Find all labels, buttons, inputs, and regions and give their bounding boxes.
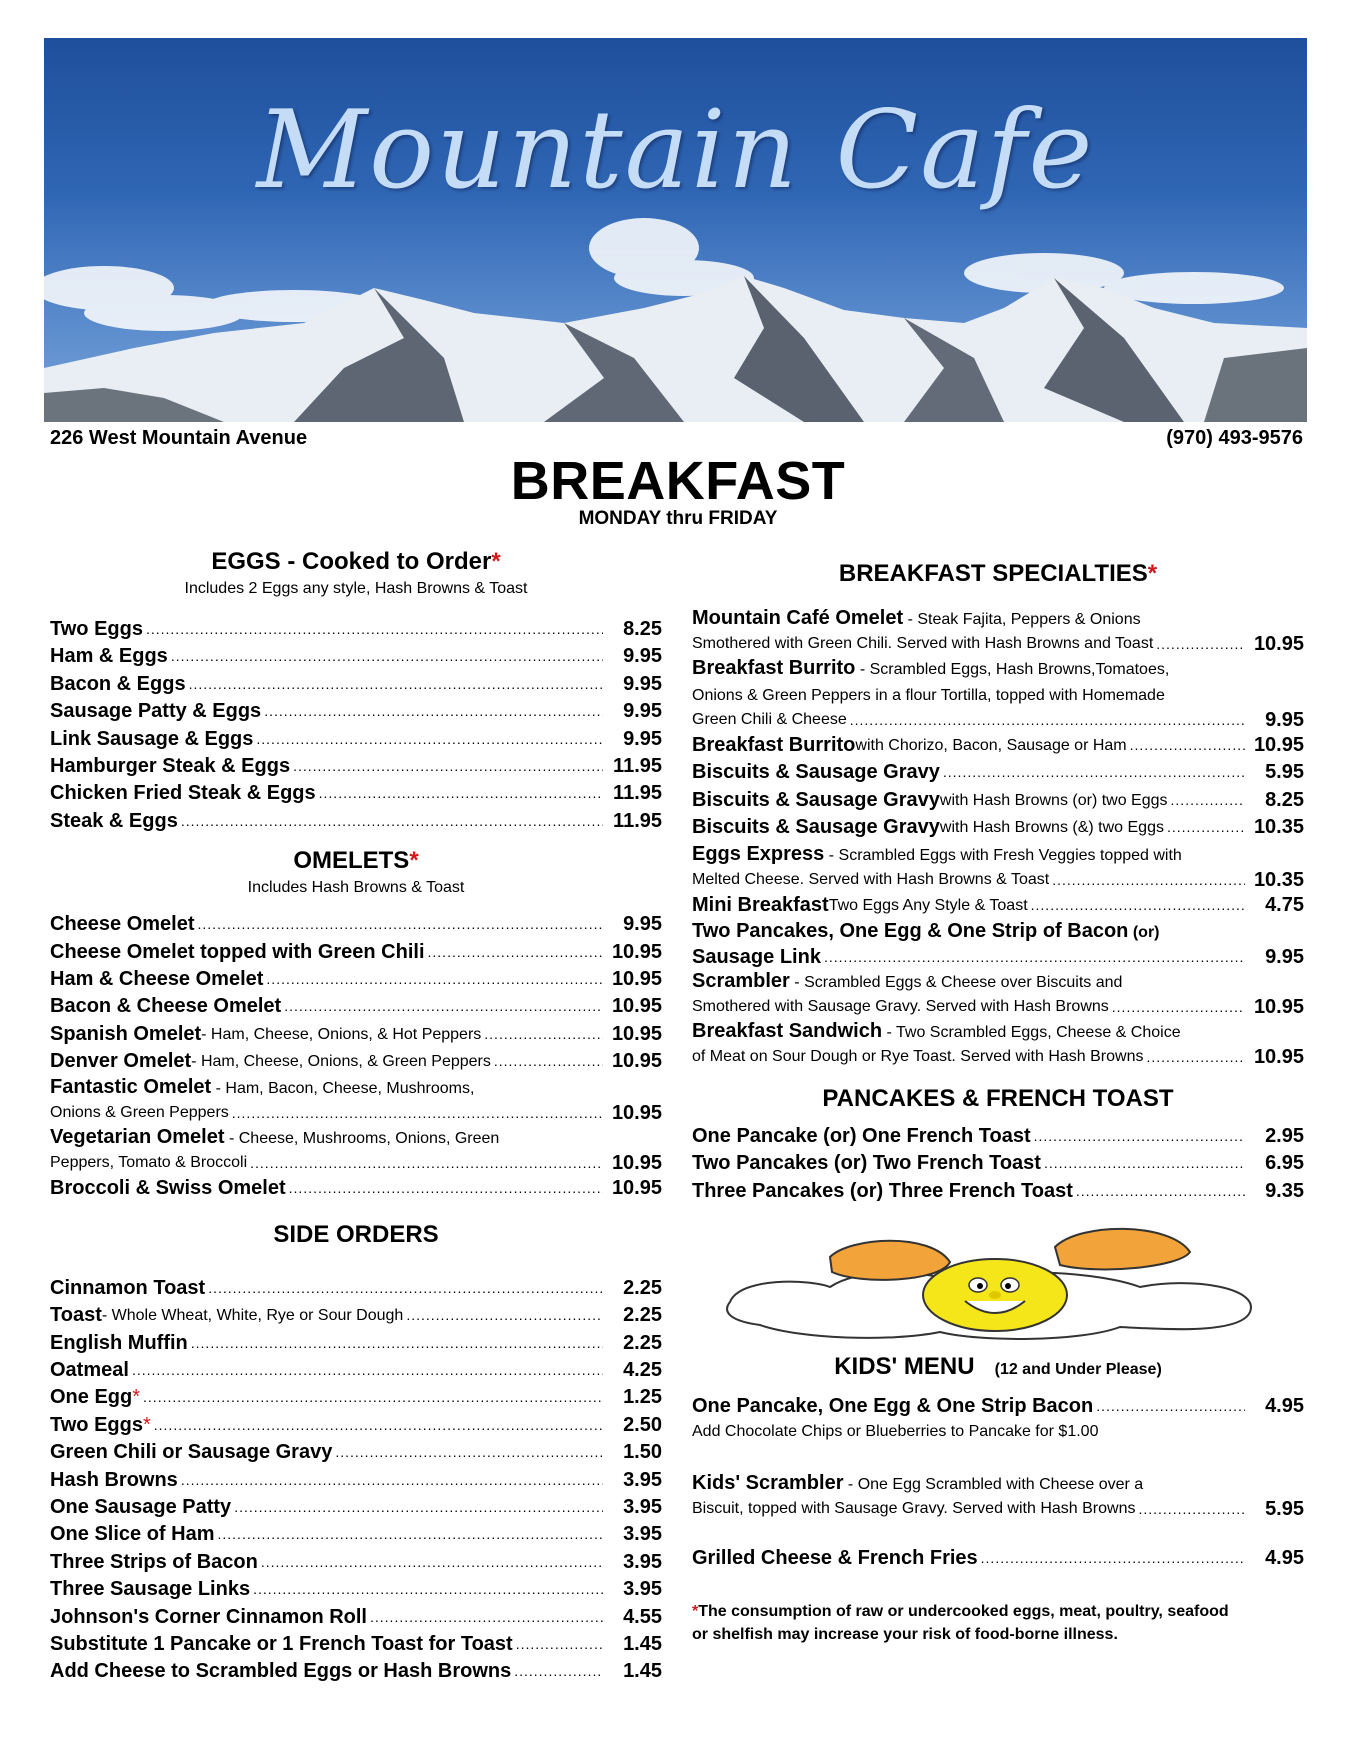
menu-item: Bacon & Eggs ..... 9.95: [50, 671, 662, 698]
menu-item: Two Eggs ..... 8.25: [50, 616, 662, 643]
menu-item: Biscuits & Sausage Gravy with Hash Browns (or) two Eggs ..... 8.25: [692, 787, 1304, 814]
menu-item: Cheese Omelet topped with Green Chili ..... 10.95: [50, 939, 662, 966]
section-heading-kids: KIDS' MENU (12 and Under Please): [834, 1353, 1162, 1381]
menu-item: One Sausage Patty ..... 3.95: [50, 1494, 662, 1521]
right-column: [692, 548, 1304, 1646]
menu-item: Ham & Eggs ..... 9.95: [50, 643, 662, 670]
menu-item: Oatmeal ..... 4.25: [50, 1357, 662, 1384]
menu-item: Two Eggs * ..... 2.50: [50, 1412, 662, 1439]
menu-item: Cheese Omelet ..... 9.95: [50, 911, 662, 938]
header-banner: [44, 38, 1307, 422]
banner-title: Mountain Cafe: [256, 88, 1095, 213]
menu-item: Biscuits & Sausage Gravy with Hash Browns (&) two Eggs ..... 10.35: [692, 814, 1304, 841]
kids-list: [692, 1393, 1304, 1572]
menu-item: Denver Omelet - Ham, Cheese, Onions, & Green Peppers ..... 10.95: [50, 1048, 662, 1075]
food-safety-disclaimer: *The consumption of raw or undercooked eggs, meat, poultry, seafood or shelfish may increase your risk of food-borne illness.: [692, 1602, 1229, 1643]
menu-item: Green Chili or Sausage Gravy ..... 1.50: [50, 1439, 662, 1466]
menu-item: Spanish Omelet - Ham, Cheese, Onions, & Hot Peppers ..... 10.95: [50, 1021, 662, 1048]
menu-item: Eggs Express - Scrambled Eggs with Fresh Veggies topped with Melted Cheese. Served with Hash Browns & Toast ..... 10.35: [692, 842, 1304, 892]
eggs-list: [50, 616, 662, 835]
omelets-list: [50, 911, 662, 1203]
menu-item: Steak & Eggs ..... 11.95: [50, 808, 662, 835]
menu-item: Mountain Café Omelet - Steak Fajita, Peppers & Onions Smothered with Green Chili. Served with Hash Browns and Toast ..... 10.95: [692, 606, 1304, 656]
menu-item: Add Cheese to Scrambled Eggs or Hash Browns ..... 1.45: [50, 1658, 662, 1685]
menu-item: Kids' Scrambler - One Egg Scrambled with Cheese over a Biscuit, topped with Sausage Gravy. Served with Hash Browns ..... 5.95: [692, 1471, 1304, 1521]
menu-item: Ham & Cheese Omelet ..... 10.95: [50, 966, 662, 993]
menu-item: Cinnamon Toast ..... 2.25: [50, 1275, 662, 1302]
page-subtitle: MONDAY thru FRIDAY: [578, 508, 778, 529]
menu-item: Vegetarian Omelet - Cheese, Mushrooms, Onions, Green Peppers, Tomato & Broccoli ..... 10.95: [50, 1125, 662, 1175]
phone-number: (970) 493-9576: [1166, 427, 1303, 449]
menu-item: Mini Breakfast Two Eggs Any Style & Toast ..... 4.75: [692, 892, 1304, 919]
menu-item: Three Strips of Bacon ..... 3.95: [50, 1549, 662, 1576]
menu-item: Johnson's Corner Cinnamon Roll ..... 4.55: [50, 1604, 662, 1631]
section-heading-pancakes: PANCAKES & FRENCH TOAST: [822, 1084, 1174, 1112]
menu-item: One Pancake (or) One French Toast ..... 2.95: [692, 1123, 1304, 1150]
left-column: [50, 548, 662, 1686]
address: 226 West Mountain Avenue: [50, 427, 308, 449]
menu-item: One Egg * ..... 1.25: [50, 1384, 662, 1411]
menu-item: Scrambler - Scrambled Eggs & Cheese over Biscuits and Smothered with Sausage Gravy. Served with Hash Browns ..... 10.95: [692, 969, 1304, 1019]
menu-item: Breakfast Burrito - Scrambled Eggs, Hash Browns,Tomatoes, Onions & Green Peppers in a flour Tortilla, topped with Homemade Green Chili & Cheese ..... 9.95: [692, 656, 1304, 732]
section-heading-sides: SIDE ORDERS: [273, 1220, 439, 1248]
section-heading-omelets: OMELETS*: [293, 847, 419, 875]
menu-item: Broccoli & Swiss Omelet ..... 10.95: [50, 1175, 662, 1202]
menu-item: Grilled Cheese & French Fries ..... 4.95: [692, 1545, 1304, 1572]
section-note-omelets: Includes Hash Browns & Toast: [247, 879, 465, 897]
section-heading-specialties: BREAKFAST SPECIALTIES*: [838, 560, 1158, 587]
menu-item: Bacon & Cheese Omelet ..... 10.95: [50, 993, 662, 1020]
section-note-eggs: Includes 2 Eggs any style, Hash Browns & Toast: [184, 580, 528, 597]
menu-item: Toast - Whole Wheat, White, Rye or Sour Dough ..... 2.25: [50, 1302, 662, 1329]
menu-item: Link Sausage & Eggs ..... 9.95: [50, 726, 662, 753]
menu-item: Two Pancakes, One Egg & One Strip of Bacon (or) Sausage Link ..... 9.95: [692, 919, 1304, 969]
section-heading-eggs: EGGS - Cooked to Order*: [211, 548, 501, 575]
menu-item: One Slice of Ham ..... 3.95: [50, 1521, 662, 1548]
page-title: BREAKFAST: [510, 451, 846, 511]
menu-item: English Muffin ..... 2.25: [50, 1330, 662, 1357]
menu-item: Three Sausage Links ..... 3.95: [50, 1576, 662, 1603]
menu-item: Hash Browns ..... 3.95: [50, 1467, 662, 1494]
menu-item: Hamburger Steak & Eggs ..... 11.95: [50, 753, 662, 780]
menu-item: Biscuits & Sausage Gravy ..... 5.95: [692, 759, 1304, 786]
menu-item: Sausage Patty & Eggs ..... 9.95: [50, 698, 662, 725]
menu-item: Chicken Fried Steak & Eggs ..... 11.95: [50, 780, 662, 807]
menu-item: Breakfast Burrito with Chorizo, Bacon, Sausage or Ham ..... 10.95: [692, 732, 1304, 759]
menu-item: Two Pancakes (or) Two French Toast ..... 6.95: [692, 1150, 1304, 1177]
menu-item: Substitute 1 Pancake or 1 French Toast for Toast ..... 1.45: [50, 1631, 662, 1658]
specialties-list: [692, 606, 1304, 1069]
pancakes-list: [692, 1123, 1304, 1205]
menu-item: Fantastic Omelet - Ham, Bacon, Cheese, Mushrooms, Onions & Green Peppers ..... 10.95: [50, 1075, 662, 1125]
cracked-egg-cartoon-icon: [720, 1217, 1280, 1347]
menu-item-note: Add Chocolate Chips or Blueberries to Pancake for $1.00: [692, 1422, 1099, 1440]
menu-item: One Pancake, One Egg & One Strip Bacon ..... 4.95: [692, 1393, 1304, 1420]
menu-item: Breakfast Sandwich - Two Scrambled Eggs, Cheese & Choice of Meat on Sour Dough or Rye Toast. Served with Hash Browns ..... 10.95: [692, 1019, 1304, 1069]
sides-list: [50, 1275, 662, 1686]
menu-item: Three Pancakes (or) Three French Toast ..... 9.35: [692, 1178, 1304, 1205]
